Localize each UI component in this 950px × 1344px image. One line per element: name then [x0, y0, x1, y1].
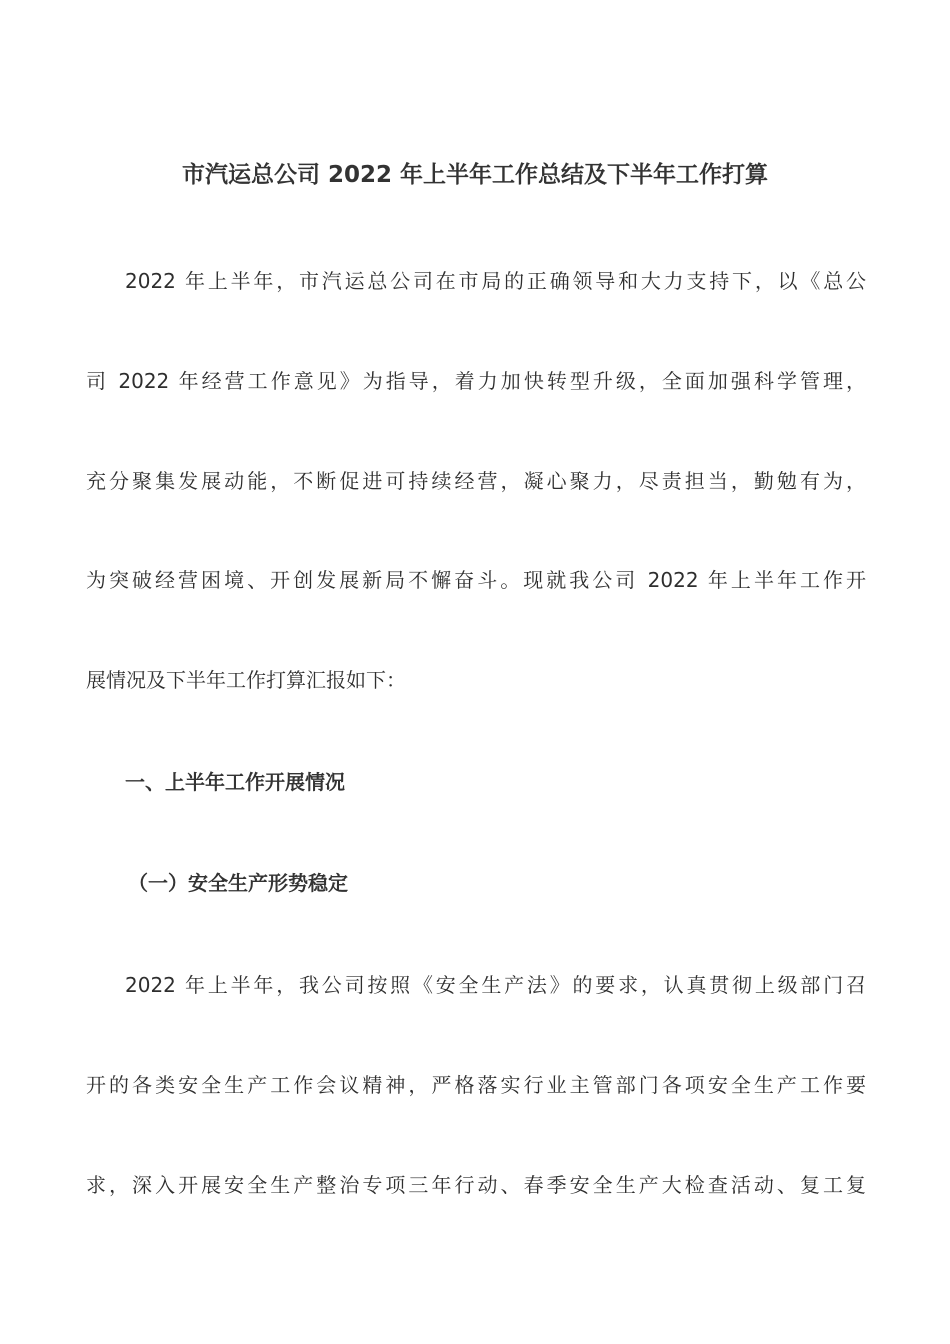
subsection-heading: （一）安全生产形势稳定	[128, 871, 348, 895]
document-title: 市汽运总公司 2022 年上半年工作总结及下半年工作打算	[181, 162, 769, 188]
paragraph-line: 求，深入开展安全生产整治专项三年行动、春季安全生产大检查活动、复工复	[86, 1173, 866, 1197]
paragraph-line: 2022 年上半年，市汽运总公司在市局的正确领导和大力支持下，以《总公	[125, 269, 866, 293]
paragraph-line: 开的各类安全生产工作会议精神，严格落实行业主管部门各项安全生产工作要	[86, 1073, 866, 1097]
paragraph-line: 展情况及下半年工作打算汇报如下：	[86, 668, 406, 692]
paragraph-line: 为突破经营困境、开创发展新局不懈奋斗。现就我公司 2022 年上半年工作开	[86, 568, 866, 592]
paragraph-line: 司 2022 年经营工作意见》为指导，着力加快转型升级，全面加强科学管理，	[86, 369, 866, 393]
paragraph-line: 2022 年上半年，我公司按照《安全生产法》的要求，认真贯彻上级部门召	[125, 973, 866, 997]
section-heading: 一、上半年工作开展情况	[125, 770, 345, 794]
paragraph-line: 充分聚集发展动能，不断促进可持续经营，凝心聚力，尽责担当，勤勉有为，	[86, 469, 866, 493]
